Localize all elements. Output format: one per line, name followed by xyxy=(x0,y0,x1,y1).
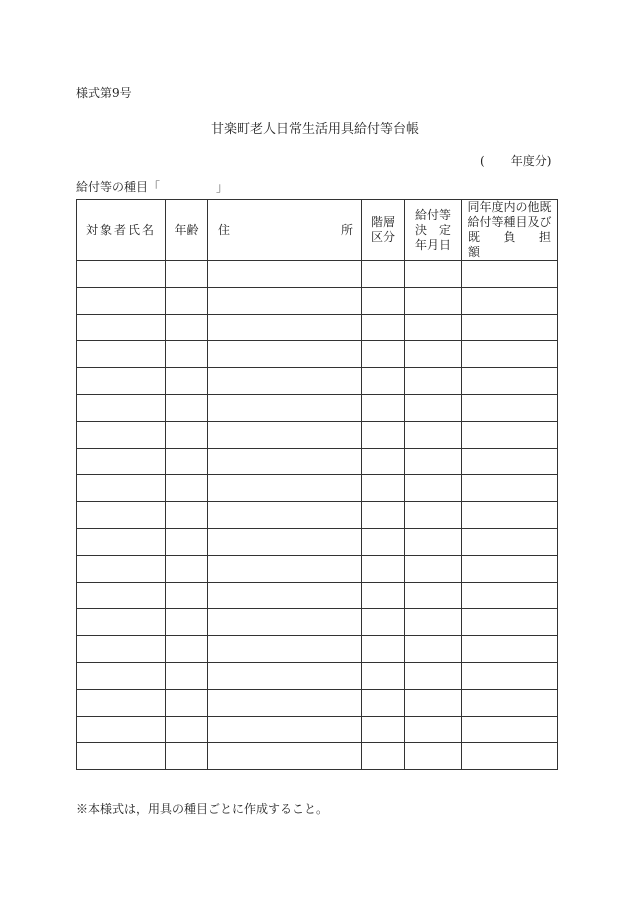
cell-bracket-class[interactable] xyxy=(362,368,405,395)
cell-age[interactable] xyxy=(166,582,208,609)
header-other-benefits xyxy=(462,200,564,261)
cell-decision-date[interactable] xyxy=(405,689,462,716)
document-title: 甘楽町老人日常生活用具給付等台帳 xyxy=(210,122,419,137)
footnote: ※本様式は，用具の種目ごとに作成すること。 xyxy=(76,802,329,816)
header-address xyxy=(208,200,362,261)
cell-age[interactable] xyxy=(166,421,208,448)
cell-age[interactable] xyxy=(166,261,208,288)
cell-age[interactable] xyxy=(166,394,208,421)
cell-decision-date[interactable] xyxy=(405,555,462,582)
cell-age[interactable] xyxy=(166,636,208,663)
table-row xyxy=(77,475,558,502)
cell-decision-date[interactable] xyxy=(405,609,462,636)
cell-other-benefits[interactable] xyxy=(462,368,558,395)
cell-address[interactable] xyxy=(208,394,362,421)
header-other-line: 既 負 担 額 xyxy=(468,230,564,259)
cell-bracket-class[interactable] xyxy=(362,394,405,421)
cell-decision-date[interactable] xyxy=(405,662,462,689)
table-row xyxy=(77,716,558,743)
cell-bracket-class[interactable] xyxy=(362,502,405,529)
cell-age[interactable] xyxy=(166,662,208,689)
header-age: 年齢 xyxy=(166,200,208,261)
cell-decision-date[interactable] xyxy=(405,716,462,743)
cell-recipient-name[interactable] xyxy=(77,502,166,529)
cell-address[interactable] xyxy=(208,448,362,475)
cell-other-benefits[interactable] xyxy=(462,341,558,368)
cell-other-benefits[interactable] xyxy=(462,716,558,743)
header-bracket-class xyxy=(362,200,405,261)
cell-age[interactable] xyxy=(166,448,208,475)
cell-recipient-name[interactable] xyxy=(77,341,166,368)
cell-bracket-class[interactable] xyxy=(362,528,405,555)
cell-address[interactable] xyxy=(208,582,362,609)
cell-address[interactable] xyxy=(208,689,362,716)
table-row xyxy=(77,743,558,770)
ledger-body xyxy=(77,261,558,770)
cell-decision-date[interactable] xyxy=(405,528,462,555)
cell-recipient-name[interactable] xyxy=(77,421,166,448)
table-row xyxy=(77,582,558,609)
cell-recipient-name[interactable] xyxy=(77,716,166,743)
header-other-line: 同年度内の他既 xyxy=(467,200,552,214)
cell-decision-date[interactable] xyxy=(405,502,462,529)
cell-age[interactable] xyxy=(166,341,208,368)
cell-decision-date[interactable] xyxy=(405,636,462,663)
cell-recipient-name[interactable] xyxy=(77,394,166,421)
cell-bracket-class[interactable] xyxy=(362,555,405,582)
cell-recipient-name[interactable] xyxy=(77,287,166,314)
cell-other-benefits[interactable] xyxy=(462,475,558,502)
cell-recipient-name[interactable] xyxy=(77,475,166,502)
header-address-right: 所 xyxy=(340,222,353,237)
cell-decision-date[interactable] xyxy=(405,743,462,770)
cell-bracket-class[interactable] xyxy=(362,689,405,716)
cell-age[interactable] xyxy=(166,743,208,770)
cell-other-benefits[interactable] xyxy=(462,421,558,448)
cell-recipient-name[interactable] xyxy=(77,636,166,663)
cell-recipient-name[interactable] xyxy=(77,555,166,582)
cell-recipient-name[interactable] xyxy=(77,528,166,555)
cell-decision-date[interactable] xyxy=(405,261,462,288)
cell-other-benefits[interactable] xyxy=(462,394,558,421)
cell-decision-date[interactable] xyxy=(405,314,462,341)
benefit-category-label xyxy=(76,178,228,195)
fiscal-year-open: ( xyxy=(480,154,485,168)
table-row xyxy=(77,555,558,582)
cell-bracket-class[interactable] xyxy=(362,636,405,663)
table-row xyxy=(77,689,558,716)
cell-bracket-class[interactable] xyxy=(362,287,405,314)
cell-bracket-class[interactable] xyxy=(362,743,405,770)
header-bracket-line: 階層 xyxy=(370,215,395,229)
cell-age[interactable] xyxy=(166,314,208,341)
header-decision-date xyxy=(405,200,462,261)
cell-other-benefits[interactable] xyxy=(462,261,558,288)
cell-address[interactable] xyxy=(208,555,362,582)
cell-address[interactable] xyxy=(208,716,362,743)
cell-other-benefits[interactable] xyxy=(462,502,558,529)
cell-bracket-class[interactable] xyxy=(362,314,405,341)
cell-other-benefits[interactable] xyxy=(462,662,558,689)
header-other-line: 給付等種目及び xyxy=(467,215,552,229)
table-row xyxy=(77,662,558,689)
cell-decision-date[interactable] xyxy=(405,582,462,609)
table-row xyxy=(77,636,558,663)
cell-recipient-name[interactable] xyxy=(77,368,166,395)
table-row xyxy=(77,287,558,314)
cell-address[interactable] xyxy=(208,368,362,395)
cell-recipient-name[interactable] xyxy=(77,314,166,341)
cell-age[interactable] xyxy=(166,689,208,716)
cell-age[interactable] xyxy=(166,368,208,395)
cell-address[interactable] xyxy=(208,609,362,636)
table-row xyxy=(77,341,558,368)
cell-bracket-class[interactable] xyxy=(362,716,405,743)
cell-other-benefits[interactable] xyxy=(462,582,558,609)
cell-bracket-class[interactable] xyxy=(362,475,405,502)
table-row xyxy=(77,314,558,341)
cell-bracket-class[interactable] xyxy=(362,582,405,609)
cell-bracket-class[interactable] xyxy=(362,341,405,368)
cell-address[interactable] xyxy=(208,475,362,502)
table-row xyxy=(77,609,558,636)
cell-address[interactable] xyxy=(208,743,362,770)
cell-age[interactable] xyxy=(166,502,208,529)
cell-age[interactable] xyxy=(166,555,208,582)
header-decision-line: 年月日 xyxy=(414,237,451,252)
cell-bracket-class[interactable] xyxy=(362,448,405,475)
header-address-left: 住 xyxy=(218,222,231,237)
header-row xyxy=(77,200,558,261)
cell-address[interactable] xyxy=(208,662,362,689)
cell-address[interactable] xyxy=(208,314,362,341)
cell-other-benefits[interactable] xyxy=(462,689,558,716)
header-decision-line: 決 定 xyxy=(414,222,451,237)
cell-age[interactable] xyxy=(166,528,208,555)
category-label-text: 給付等の種目「 xyxy=(76,180,161,194)
cell-recipient-name[interactable] xyxy=(77,689,166,716)
cell-other-benefits[interactable] xyxy=(462,448,558,475)
cell-recipient-name[interactable] xyxy=(77,448,166,475)
cell-age[interactable] xyxy=(166,716,208,743)
cell-decision-date[interactable] xyxy=(405,287,462,314)
cell-bracket-class[interactable] xyxy=(362,609,405,636)
cell-recipient-name[interactable] xyxy=(77,662,166,689)
table-row xyxy=(77,448,558,475)
cell-bracket-class[interactable] xyxy=(362,421,405,448)
cell-other-benefits[interactable] xyxy=(462,555,558,582)
table-row xyxy=(77,421,558,448)
cell-decision-date[interactable] xyxy=(405,394,462,421)
cell-decision-date[interactable] xyxy=(405,448,462,475)
cell-address[interactable] xyxy=(208,502,362,529)
cell-decision-date[interactable] xyxy=(405,368,462,395)
cell-address[interactable] xyxy=(208,341,362,368)
cell-other-benefits[interactable] xyxy=(462,609,558,636)
cell-decision-date[interactable] xyxy=(405,475,462,502)
cell-decision-date[interactable] xyxy=(405,421,462,448)
cell-other-benefits[interactable] xyxy=(462,287,558,314)
cell-other-benefits[interactable] xyxy=(462,528,558,555)
cell-recipient-name[interactable] xyxy=(77,609,166,636)
table-row xyxy=(77,368,558,395)
cell-address[interactable] xyxy=(208,528,362,555)
cell-bracket-class[interactable] xyxy=(362,662,405,689)
cell-address[interactable] xyxy=(208,421,362,448)
cell-other-benefits[interactable] xyxy=(462,314,558,341)
header-recipient-name: 対象者氏名 xyxy=(77,200,166,261)
fiscal-year-label xyxy=(480,152,551,169)
cell-decision-date[interactable] xyxy=(405,341,462,368)
cell-recipient-name[interactable] xyxy=(77,261,166,288)
cell-bracket-class[interactable] xyxy=(362,261,405,288)
cell-address[interactable] xyxy=(208,261,362,288)
cell-recipient-name[interactable] xyxy=(77,743,166,770)
cell-address[interactable] xyxy=(208,636,362,663)
cell-other-benefits[interactable] xyxy=(462,743,558,770)
cell-address[interactable] xyxy=(208,287,362,314)
ledger-table xyxy=(76,199,564,770)
cell-age[interactable] xyxy=(166,475,208,502)
header-bracket-line: 区分 xyxy=(370,230,395,244)
cell-age[interactable] xyxy=(166,287,208,314)
cell-age[interactable] xyxy=(166,609,208,636)
cell-recipient-name[interactable] xyxy=(77,582,166,609)
table-row xyxy=(77,261,558,288)
form-number: 様式第9号 xyxy=(76,86,132,100)
table-row xyxy=(77,528,558,555)
category-close-bracket: 」 xyxy=(216,180,229,194)
header-decision-line: 給付等 xyxy=(414,207,451,222)
table-row xyxy=(77,502,558,529)
cell-other-benefits[interactable] xyxy=(462,636,558,663)
fiscal-year-text: 年度分) xyxy=(510,154,552,168)
table-row xyxy=(77,394,558,421)
